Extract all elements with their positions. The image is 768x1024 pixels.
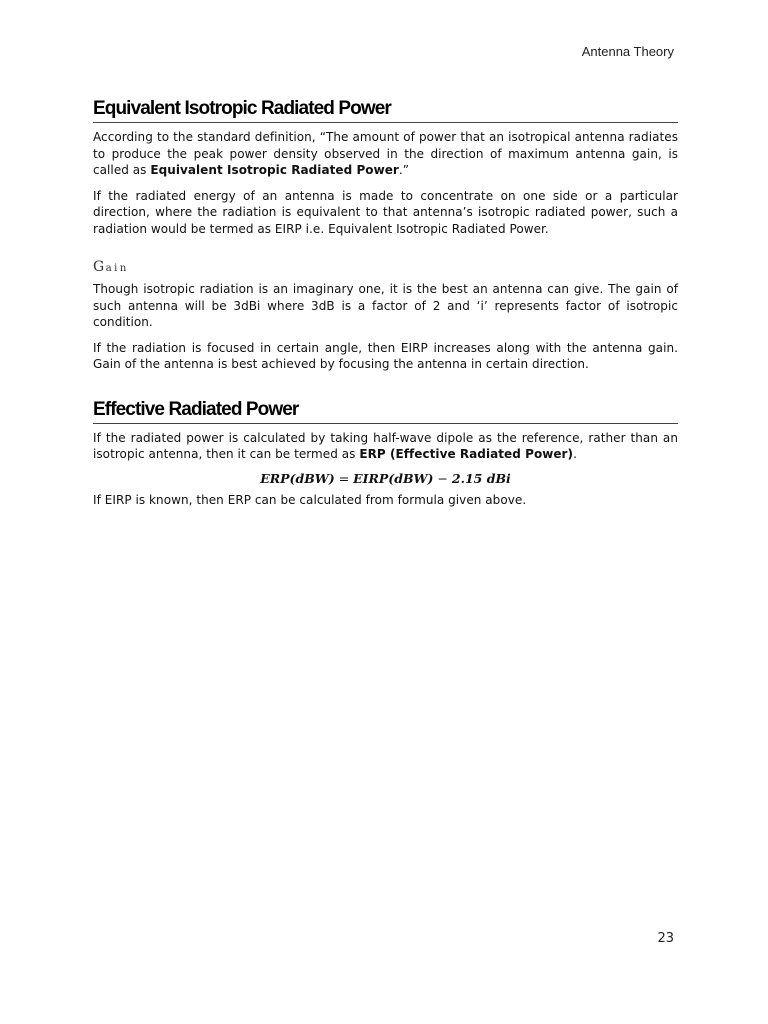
- erp-formula: [93, 471, 678, 486]
- eirp-definition-bold: Equivalent Isotropic Radiated Power: [150, 163, 399, 177]
- erp-definition-paragraph: [93, 430, 678, 463]
- erp-definition-bold: ERP (Effective Radiated Power): [359, 447, 574, 461]
- running-header: Antenna Theory: [581, 44, 674, 59]
- erp-definition-end: .: [573, 447, 577, 461]
- eirp-definition-paragraph: [93, 129, 678, 179]
- page-number: 23: [657, 931, 674, 946]
- formula-minus: −: [433, 470, 452, 486]
- eirp-explanation-paragraph: If the radiated energy of an antenna is made to concentrate on one side or a particular direction, where the radiation is equivalent to that antenna’s isotropic radiated power, such a radiation would be termed as EIRP i.e. Equivalent Isotropic Radiated Power.: [93, 188, 678, 236]
- formula-rhs: EIRP(dBW): [353, 470, 434, 486]
- page-content: [93, 98, 678, 508]
- formula-lhs: ERP(dBW): [260, 470, 335, 486]
- gain-paragraph-1: Though isotropic radiation is an imaginary one, it is the best an antenna can give. The gain of such antenna will be 3dBi where 3dB is a factor of 2 and ‘i’ represents factor of isotropic condition.: [93, 282, 678, 329]
- eirp-definition-end: .”: [398, 163, 410, 177]
- section-erp: [93, 399, 678, 509]
- gain-heading-initial: G: [93, 259, 106, 275]
- section-title-eirp: Equivalent Isotropic Radiated Power: [93, 98, 678, 123]
- formula-value: 2.15 dBi: [451, 470, 511, 486]
- erp-definition-text: If the radiated power is calculated by taking half-wave dipole as the reference, rather than an isotropic antenna, then it can be termed as: [93, 430, 678, 461]
- gain-paragraph-2: If the radiation is focused in certain angle, then EIRP increases along with the antenna gain. Gain of the antenna is best achieved by focusing the antenna in certain direction.: [93, 340, 678, 371]
- gain-heading-rest: ain: [105, 263, 129, 274]
- erp-conclusion-paragraph: If EIRP is known, then ERP can be calculated from formula given above.: [93, 492, 527, 507]
- formula-equals: =: [334, 470, 354, 486]
- eirp-definition-text: According to the standard definition, “The amount of power that an isotropical antenna radiates to produce the peak power density observed in the direction of maximum antenna gain, is called as: [93, 130, 678, 177]
- gain-heading: [93, 259, 678, 275]
- section-title-erp: Effective Radiated Power: [93, 399, 678, 424]
- section-eirp: [93, 98, 678, 373]
